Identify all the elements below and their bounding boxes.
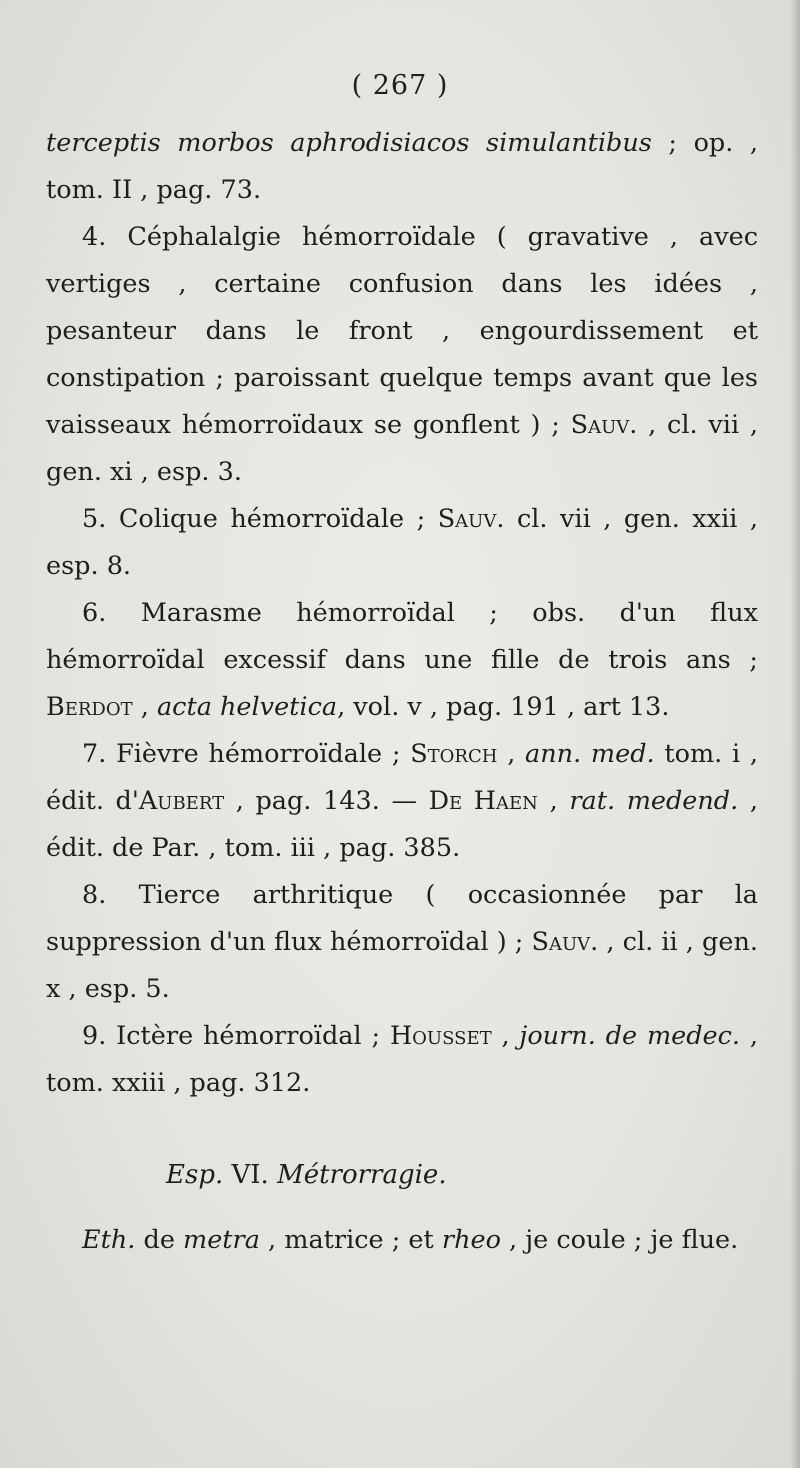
item-7-author-2: Aubert: [138, 786, 225, 816]
item-7-sep-2: ,: [537, 786, 570, 816]
intro-punct: ;: [651, 128, 678, 158]
heading-title: Métrorragie.: [277, 1160, 447, 1190]
item-8-text: 8. Tierce arthritique ( occasionnée par la suppression d'un flux hémorroïdal ) ;: [46, 880, 758, 957]
item-9-journal: journ. de medec.: [519, 1021, 741, 1051]
item-8: [46, 872, 758, 1013]
item-6-journal: acta helvetica: [156, 692, 338, 722]
item-5-ref: cl. vii , gen. xxii , esp. 8.: [46, 504, 758, 581]
etym-t1: de: [135, 1225, 184, 1255]
item-7-author-3: De Haen: [428, 786, 538, 816]
etym-t2: , matrice ; et: [259, 1225, 442, 1255]
etym-word-2: rheo: [441, 1225, 501, 1255]
heading-number: VI.: [223, 1160, 278, 1190]
item-5-text: 5. Colique hémorroïdale ;: [82, 504, 438, 534]
item-6-ref: , vol. v , pag. 191 , art 13.: [337, 692, 670, 722]
item-9-sep: ,: [491, 1021, 520, 1051]
item-9-ref: , tom. xxiii , pag. 312.: [46, 1021, 758, 1098]
etym-word-1: metra: [183, 1225, 260, 1255]
intro-paragraph: [46, 120, 758, 214]
item-6-author: Berdot: [46, 692, 133, 722]
item-9: [46, 1013, 758, 1107]
item-6: [46, 590, 758, 731]
page-number: ( 267 ): [351, 70, 449, 101]
item-8-author: Sauv.: [531, 927, 599, 957]
intro-reference: op. , tom. II , pag. 73.: [46, 128, 759, 205]
item-5: [46, 496, 758, 590]
intro-title-fragment: terceptis morbos aphrodisiacos simulantibus: [46, 128, 652, 158]
item-7-ref-1: tom. i , édit. d': [46, 739, 758, 816]
etymology: [46, 1217, 758, 1264]
item-4-text: 4. Céphalalgie hémorroïdale ( gravative , avec vertiges , certaine confusion dans les idées , pesanteur dans le front , engourdissement et constipation ; paroissant quelque temps avant que les vaisseaux hémorroïdaux se gonflent ) ;: [46, 222, 758, 440]
item-6-text: 6. Marasme hémorroïdal ; obs. d'un flux hémorroïdal excessif dans une fille de trois ans ;: [46, 598, 758, 675]
item-9-author: Housset: [389, 1021, 492, 1051]
item-8-ref: , cl. ii , gen. x , esp. 5.: [46, 927, 758, 1004]
etym-label: Eth.: [82, 1225, 136, 1255]
item-7-journal-2: rat. medend.: [569, 786, 739, 816]
item-7-ref-3: , édit. de Par. , tom. iii , pag. 385.: [46, 786, 758, 863]
item-5-author: Sauv.: [437, 504, 505, 534]
item-4: [46, 214, 758, 496]
item-9-text: 9. Ictère hémorroïdal ;: [82, 1021, 390, 1051]
item-7-author-1: Storch: [410, 739, 498, 769]
item-4-author: Sauv.: [570, 410, 638, 440]
item-7-text: 7. Fièvre hémorroïdale ;: [82, 739, 411, 769]
item-7-journal-1: ann. med.: [525, 739, 655, 769]
item-4-ref: , cl. vii , gen. xi , esp. 3.: [46, 410, 758, 487]
item-7-sep-1: ,: [497, 739, 526, 769]
page-edge-shadow: [790, 0, 800, 1468]
body-text: [46, 120, 758, 1264]
heading-esp: Esp.: [166, 1160, 224, 1190]
item-7: [46, 731, 758, 872]
section-heading: [46, 1107, 758, 1217]
item-7-ref-2: , pag. 143. —: [224, 786, 429, 816]
etym-t3: , je coule ; je flue.: [500, 1225, 739, 1255]
item-6-sep: ,: [132, 692, 157, 722]
